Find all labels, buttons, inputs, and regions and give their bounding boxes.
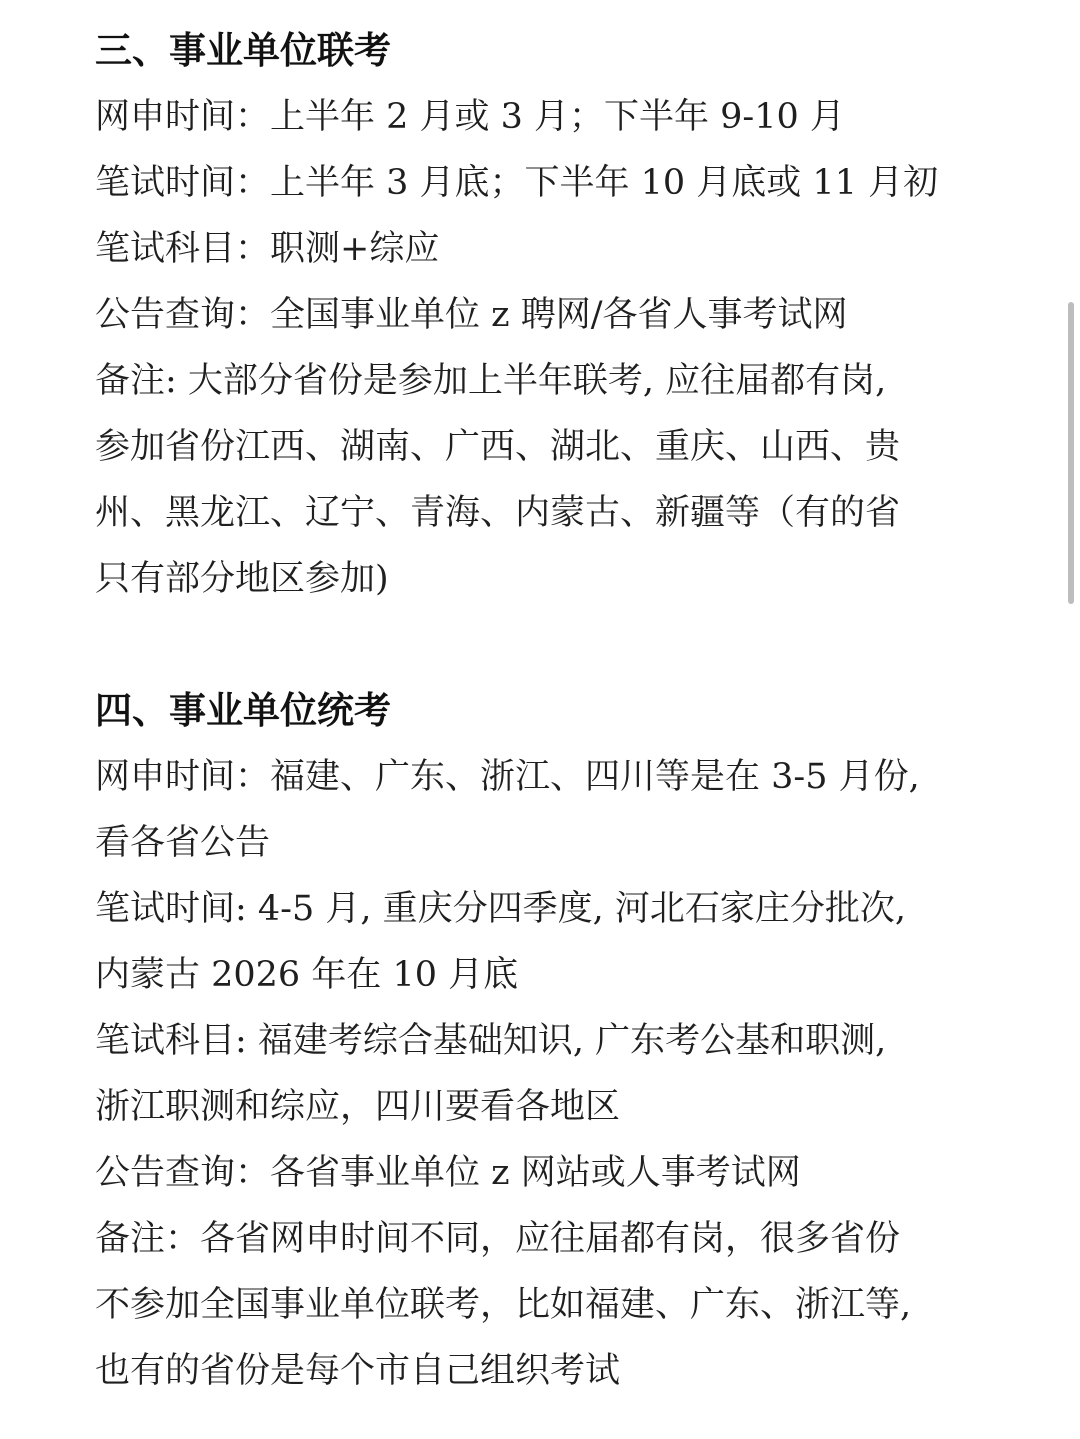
document-body	[95, 18, 985, 1404]
section-unified-exam	[95, 678, 985, 1404]
section-joint-exam	[95, 18, 985, 612]
text-line: 内蒙古 2026 年在 10 月底	[95, 955, 519, 995]
text-line: 笔试时间：上半年 3 月底；下半年 10 月底或 11 月初	[95, 163, 939, 203]
text-line: 备注：各省网申时间不同，应往届都有岗，很多省份	[95, 1219, 901, 1259]
text-line: 公告查询：全国事业单位 z 聘网/各省人事考试网	[95, 295, 848, 335]
text-line: 备注: 大部分省份是参加上半年联考, 应往届都有岗,	[95, 361, 887, 401]
text-line: 参加省份江西、湖南、广西、湖北、重庆、山西、贵	[95, 427, 901, 467]
text-line: 笔试科目: 福建考综合基础知识, 广东考公基和职测,	[95, 1021, 887, 1061]
text-line: 只有部分地区参加)	[95, 559, 389, 599]
text-line: 笔试科目：职测+综应	[95, 229, 440, 269]
text-line: 不参加全国事业单位联考，比如福建、广东、浙江等,	[95, 1285, 912, 1325]
text-line: 网申时间：上半年 2 月或 3 月；下半年 9-10 月	[95, 97, 845, 137]
text-line: 网申时间：福建、广东、浙江、四川等是在 3-5 月份,	[95, 757, 920, 797]
text-line: 笔试时间: 4-5 月, 重庆分四季度, 河北石家庄分批次,	[95, 889, 907, 929]
text-line: 公告查询：各省事业单位 z 网站或人事考试网	[95, 1153, 801, 1193]
scrollbar-thumb[interactable]	[1068, 302, 1074, 604]
section-heading: 四、事业单位统考	[95, 689, 391, 732]
text-line: 州、黑龙江、辽宁、青海、内蒙古、新疆等（有的省	[95, 493, 901, 533]
text-line: 浙江职测和综应，四川要看各地区	[95, 1087, 621, 1127]
text-line: 也有的省份是每个市自己组织考试	[95, 1351, 621, 1391]
text-line: 看各省公告	[95, 823, 271, 863]
section-heading: 三、事业单位联考	[95, 29, 391, 72]
